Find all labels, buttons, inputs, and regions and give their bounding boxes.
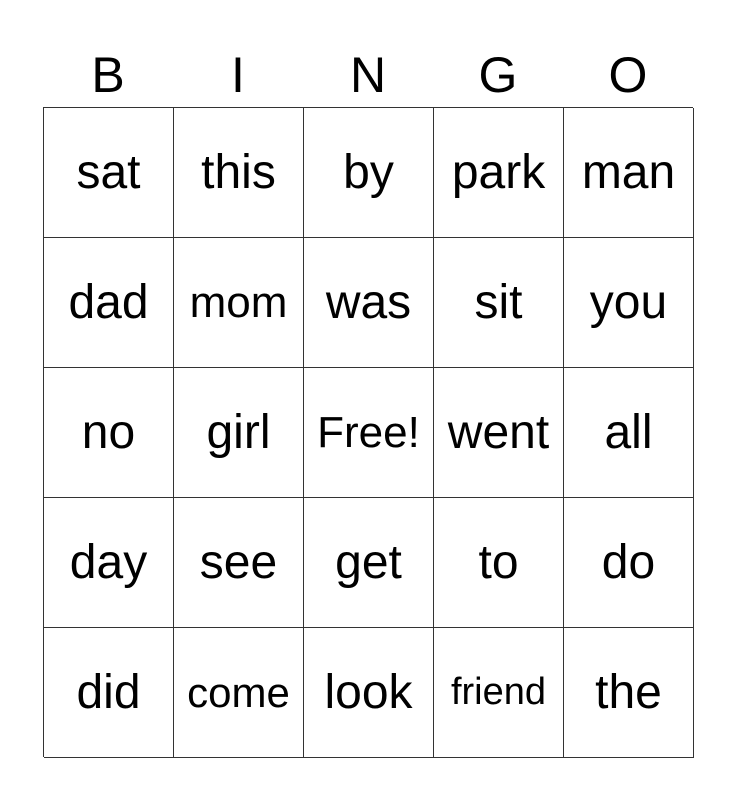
bingo-cell[interactable]: see: [174, 498, 304, 628]
bingo-cell[interactable]: look: [304, 628, 434, 758]
bingo-cell[interactable]: you: [564, 238, 694, 368]
bingo-cell[interactable]: went: [434, 368, 564, 498]
bingo-cell[interactable]: no: [44, 368, 174, 498]
header-letter-n: N: [349, 47, 387, 103]
bingo-cell[interactable]: man: [564, 108, 694, 238]
bingo-cell[interactable]: sit: [434, 238, 564, 368]
header-letter-g: G: [478, 47, 518, 103]
bingo-cell[interactable]: was: [304, 238, 434, 368]
bingo-cell[interactable]: friend: [434, 628, 564, 758]
bingo-cell[interactable]: mom: [174, 238, 304, 368]
bingo-cell[interactable]: dad: [44, 238, 174, 368]
bingo-cell[interactable]: sat: [44, 108, 174, 238]
bingo-cell[interactable]: did: [44, 628, 174, 758]
header-letter-i: I: [231, 47, 245, 103]
bingo-cell[interactable]: park: [434, 108, 564, 238]
bingo-header: [43, 44, 693, 106]
header-letter-b: B: [91, 47, 125, 103]
bingo-cell[interactable]: by: [304, 108, 434, 238]
bingo-cell[interactable]: get: [304, 498, 434, 628]
bingo-cell[interactable]: this: [174, 108, 304, 238]
bingo-cell[interactable]: to: [434, 498, 564, 628]
bingo-cell[interactable]: come: [174, 628, 304, 758]
header-letter-o: O: [608, 47, 648, 103]
bingo-cell[interactable]: do: [564, 498, 694, 628]
bingo-cell[interactable]: girl: [174, 368, 304, 498]
bingo-board: [43, 107, 693, 757]
free-space-cell[interactable]: Free!: [304, 368, 434, 498]
bingo-cell[interactable]: day: [44, 498, 174, 628]
bingo-cell[interactable]: the: [564, 628, 694, 758]
bingo-cell[interactable]: all: [564, 368, 694, 498]
